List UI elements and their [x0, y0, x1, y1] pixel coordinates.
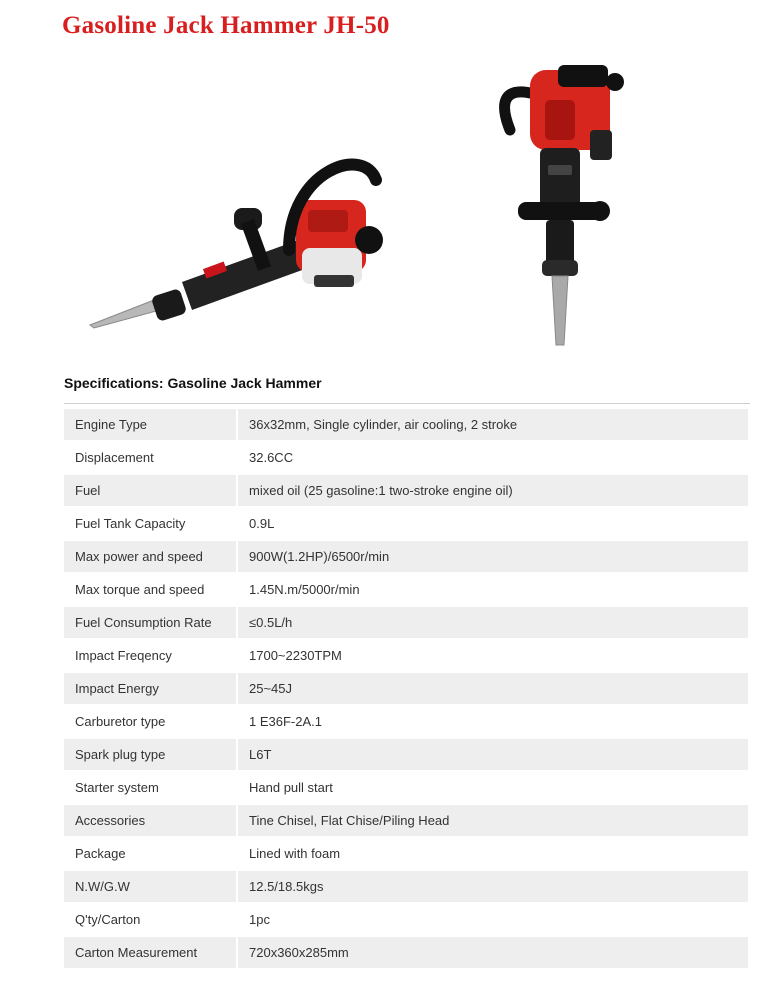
spec-label: Max torque and speed [64, 574, 238, 605]
table-row [64, 607, 748, 638]
table-row [64, 475, 748, 506]
spec-value: 36x32mm, Single cylinder, air cooling, 2 stroke [238, 409, 748, 440]
spec-label: Engine Type [64, 409, 238, 440]
spec-label: Fuel Consumption Rate [64, 607, 238, 638]
spec-value: Tine Chisel, Flat Chise/Piling Head [238, 805, 748, 836]
spec-value: Lined with foam [238, 838, 748, 869]
spec-value: 1 E36F-2A.1 [238, 706, 748, 737]
spec-label: Fuel Tank Capacity [64, 508, 238, 539]
spec-label: N.W/G.W [64, 871, 238, 902]
table-row [64, 574, 748, 605]
table-row [64, 838, 748, 869]
table-row [64, 904, 748, 935]
specifications-table [64, 407, 748, 970]
spec-value: 1700~2230TPM [238, 640, 748, 671]
table-row [64, 541, 748, 572]
table-row [64, 739, 748, 770]
spec-value: 900W(1.2HP)/6500r/min [238, 541, 748, 572]
spec-value: Hand pull start [238, 772, 748, 803]
spec-value: 32.6CC [238, 442, 748, 473]
spec-label: Package [64, 838, 238, 869]
spec-label: Starter system [64, 772, 238, 803]
spec-label: Carburetor type [64, 706, 238, 737]
spec-label: Q'ty/Carton [64, 904, 238, 935]
spec-value: 12.5/18.5kgs [238, 871, 748, 902]
spec-label: Impact Energy [64, 673, 238, 704]
spec-label: Max power and speed [64, 541, 238, 572]
jack-hammer-horizontal-illustration [64, 140, 424, 355]
spec-label: Impact Freqency [64, 640, 238, 671]
jack-hammer-vertical-illustration [490, 60, 630, 350]
spec-value: 25~45J [238, 673, 748, 704]
spec-value: mixed oil (25 gasoline:1 two-stroke engine oil) [238, 475, 748, 506]
table-row [64, 937, 748, 968]
table-row [64, 409, 748, 440]
page-title: Gasoline Jack Hammer JH-50 [62, 12, 390, 39]
product-image-horizontal [64, 140, 424, 355]
spec-label: Fuel [64, 475, 238, 506]
table-row [64, 640, 748, 671]
table-row [64, 508, 748, 539]
table-row [64, 772, 748, 803]
spec-label: Spark plug type [64, 739, 238, 770]
table-row [64, 673, 748, 704]
spec-value: 720x360x285mm [238, 937, 748, 968]
spec-label: Carton Measurement [64, 937, 238, 968]
table-row [64, 442, 748, 473]
spec-value: 1pc [238, 904, 748, 935]
spec-value: ≤0.5L/h [238, 607, 748, 638]
spec-label: Accessories [64, 805, 238, 836]
spec-value: L6T [238, 739, 748, 770]
spec-value: 0.9L [238, 508, 748, 539]
divider [64, 403, 750, 404]
specifications-title: Specifications: Gasoline Jack Hammer [64, 375, 322, 391]
spec-label: Displacement [64, 442, 238, 473]
table-row [64, 805, 748, 836]
table-row [64, 871, 748, 902]
table-row [64, 706, 748, 737]
product-image-vertical [490, 60, 630, 350]
spec-value: 1.45N.m/5000r/min [238, 574, 748, 605]
